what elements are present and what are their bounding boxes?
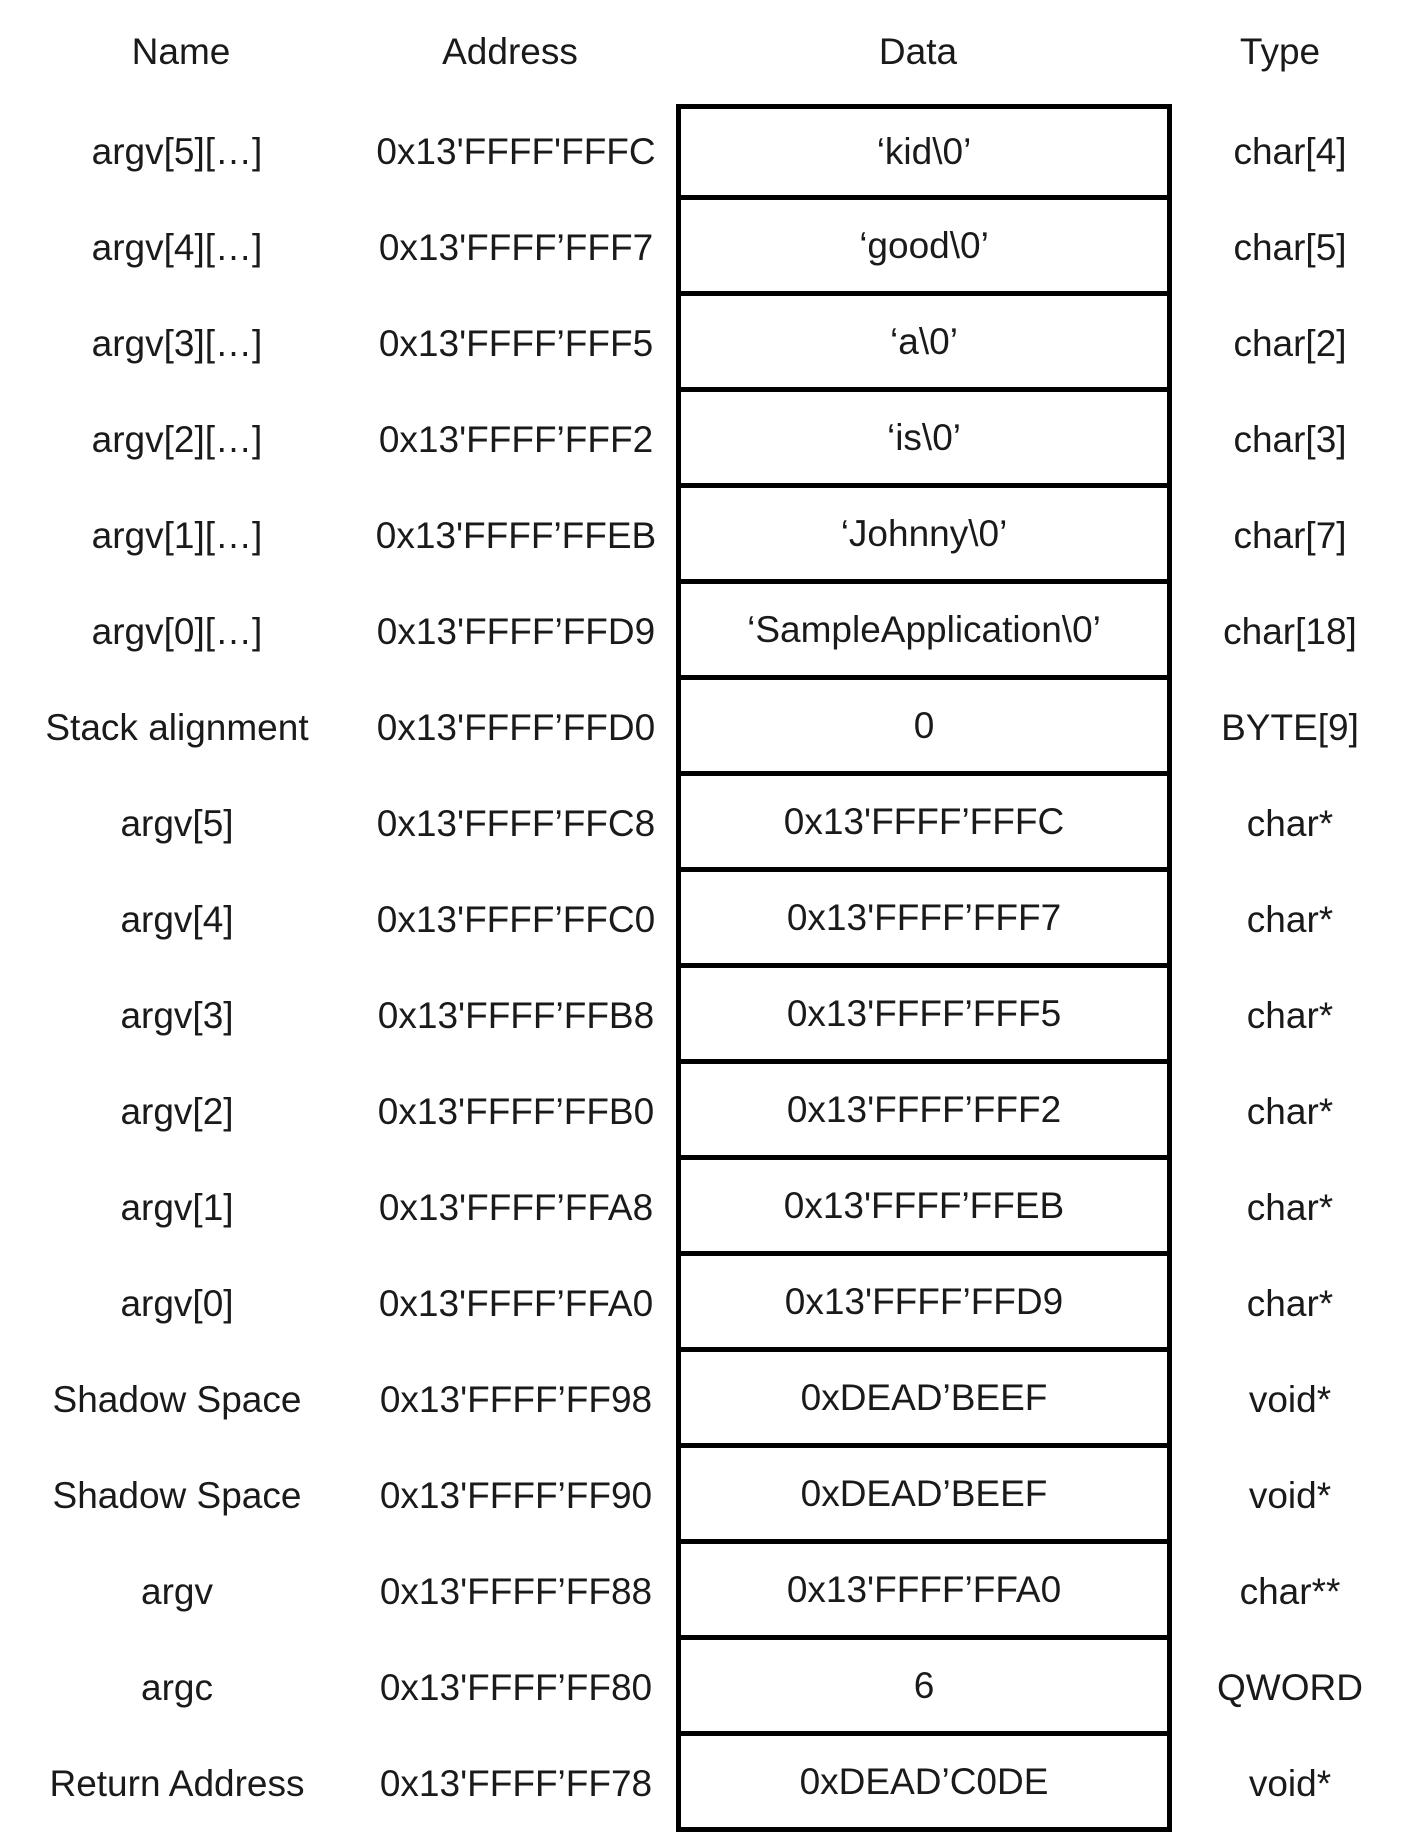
- row-address: 0x13'FFFF’FFB0: [377, 1091, 655, 1132]
- row-type: char[2]: [1233, 323, 1347, 364]
- row-data-cell: 0x13'FFFF’FFFC: [676, 776, 1172, 872]
- row-data-cell: 0x13'FFFF’FFF2: [676, 1064, 1172, 1160]
- row-name: argv[2]: [120, 1091, 234, 1132]
- header-address: Address: [442, 31, 578, 72]
- row-type: char[5]: [1233, 227, 1347, 268]
- row-data-cell: ‘is\0’: [676, 392, 1172, 488]
- stack-row: [0, 1352, 1416, 1448]
- row-data-cell: 0xDEAD’BEEF: [676, 1448, 1172, 1544]
- row-name: argv[5][…]: [91, 131, 263, 172]
- row-data-cell: 0xDEAD’C0DE: [676, 1736, 1172, 1832]
- row-name: argv[1]: [120, 1187, 234, 1228]
- row-data-cell: ‘Johnny\0’: [676, 488, 1172, 584]
- row-name: Stack alignment: [45, 707, 309, 748]
- row-type: void*: [1248, 1379, 1332, 1420]
- row-address: 0x13'FFFF’FFEB: [375, 515, 657, 556]
- row-address: 0x13'FFFF’FFC0: [376, 899, 656, 940]
- row-address: 0x13'FFFF’FFF5: [378, 323, 654, 364]
- row-type: QWORD: [1217, 1667, 1363, 1708]
- row-type: char*: [1246, 1091, 1334, 1132]
- row-address: 0x13'FFFF’FFF7: [378, 227, 654, 268]
- header-type: Type: [1239, 31, 1321, 72]
- row-address: 0x13'FFFF’FFD9: [376, 611, 656, 652]
- row-name: Shadow Space: [52, 1475, 302, 1516]
- row-name: argv[0]: [120, 1283, 234, 1324]
- row-type: char[18]: [1223, 611, 1357, 652]
- row-type: BYTE[9]: [1221, 707, 1359, 748]
- stack-row: [0, 488, 1416, 584]
- stack-row: [0, 392, 1416, 488]
- row-address: 0x13'FFFF’FFA8: [378, 1187, 654, 1228]
- row-type: char*: [1246, 1187, 1334, 1228]
- column-headers: [0, 22, 1416, 82]
- stack-row: [0, 968, 1416, 1064]
- row-type: void*: [1248, 1763, 1332, 1804]
- row-address: 0x13'FFFF’FFC8: [376, 803, 656, 844]
- row-type: char*: [1246, 1283, 1334, 1324]
- row-type: void*: [1248, 1475, 1332, 1516]
- row-name: argv[5]: [120, 803, 234, 844]
- row-type: char*: [1246, 899, 1334, 940]
- row-type: char[7]: [1233, 515, 1347, 556]
- row-name: argv[0][…]: [91, 611, 263, 652]
- stack-row: [0, 1160, 1416, 1256]
- row-address: 0x13'FFFF’FF88: [379, 1571, 653, 1612]
- row-name: argc: [141, 1667, 213, 1708]
- row-data-cell: 0x13'FFFF’FFA0: [676, 1544, 1172, 1640]
- stack-row: [0, 680, 1416, 776]
- row-data-cell: 0x13'FFFF’FFEB: [676, 1160, 1172, 1256]
- stack-row: [0, 1640, 1416, 1736]
- stack-row: [0, 296, 1416, 392]
- stack-row: [0, 200, 1416, 296]
- row-name: Return Address: [49, 1763, 305, 1804]
- row-data-cell: 0: [676, 680, 1172, 776]
- stack-row: [0, 1256, 1416, 1352]
- row-address: 0x13'FFFF’FF78: [379, 1763, 653, 1804]
- row-data-cell: ‘a\0’: [676, 296, 1172, 392]
- row-type: char*: [1246, 995, 1334, 1036]
- stack-row: [0, 1736, 1416, 1832]
- row-type: char**: [1239, 1571, 1341, 1612]
- stack-row: [0, 1544, 1416, 1640]
- row-address: 0x13'FFFF'FFFC: [376, 131, 656, 172]
- row-address: 0x13'FFFF’FF90: [379, 1475, 653, 1516]
- header-name: Name: [131, 31, 231, 72]
- row-address: 0x13'FFFF’FF98: [379, 1379, 653, 1420]
- row-name: argv[2][…]: [91, 419, 263, 460]
- row-data-cell: ‘good\0’: [676, 200, 1172, 296]
- row-name: argv[4][…]: [91, 227, 263, 268]
- stack-row: [0, 1064, 1416, 1160]
- row-address: 0x13'FFFF’FF80: [379, 1667, 653, 1708]
- row-data-cell: 6: [676, 1640, 1172, 1736]
- row-address: 0x13'FFFF’FFD0: [376, 707, 656, 748]
- row-type: char[4]: [1233, 131, 1347, 172]
- stack-row: [0, 776, 1416, 872]
- row-type: char*: [1246, 803, 1334, 844]
- row-name: Shadow Space: [52, 1379, 302, 1420]
- row-data-cell: 0xDEAD’BEEF: [676, 1352, 1172, 1448]
- row-data-cell: ‘SampleApplication\0’: [676, 584, 1172, 680]
- stack-row: [0, 104, 1416, 200]
- row-address: 0x13'FFFF’FFB8: [377, 995, 655, 1036]
- header-data: Data: [878, 31, 958, 72]
- row-name: argv[3][…]: [91, 323, 263, 364]
- row-name: argv[3]: [120, 995, 234, 1036]
- row-data-cell: 0x13'FFFF’FFF5: [676, 968, 1172, 1064]
- stack-row: [0, 872, 1416, 968]
- row-address: 0x13'FFFF’FFA0: [378, 1283, 654, 1324]
- row-name: argv: [141, 1571, 213, 1612]
- stack-row: [0, 1448, 1416, 1544]
- row-name: argv[4]: [120, 899, 234, 940]
- row-name: argv[1][…]: [91, 515, 263, 556]
- row-address: 0x13'FFFF’FFF2: [378, 419, 654, 460]
- row-data-cell: 0x13'FFFF’FFF7: [676, 872, 1172, 968]
- row-data-cell: 0x13'FFFF’FFD9: [676, 1256, 1172, 1352]
- row-data-cell: ‘kid\0’: [676, 104, 1172, 200]
- stack-row: [0, 584, 1416, 680]
- row-type: char[3]: [1233, 419, 1347, 460]
